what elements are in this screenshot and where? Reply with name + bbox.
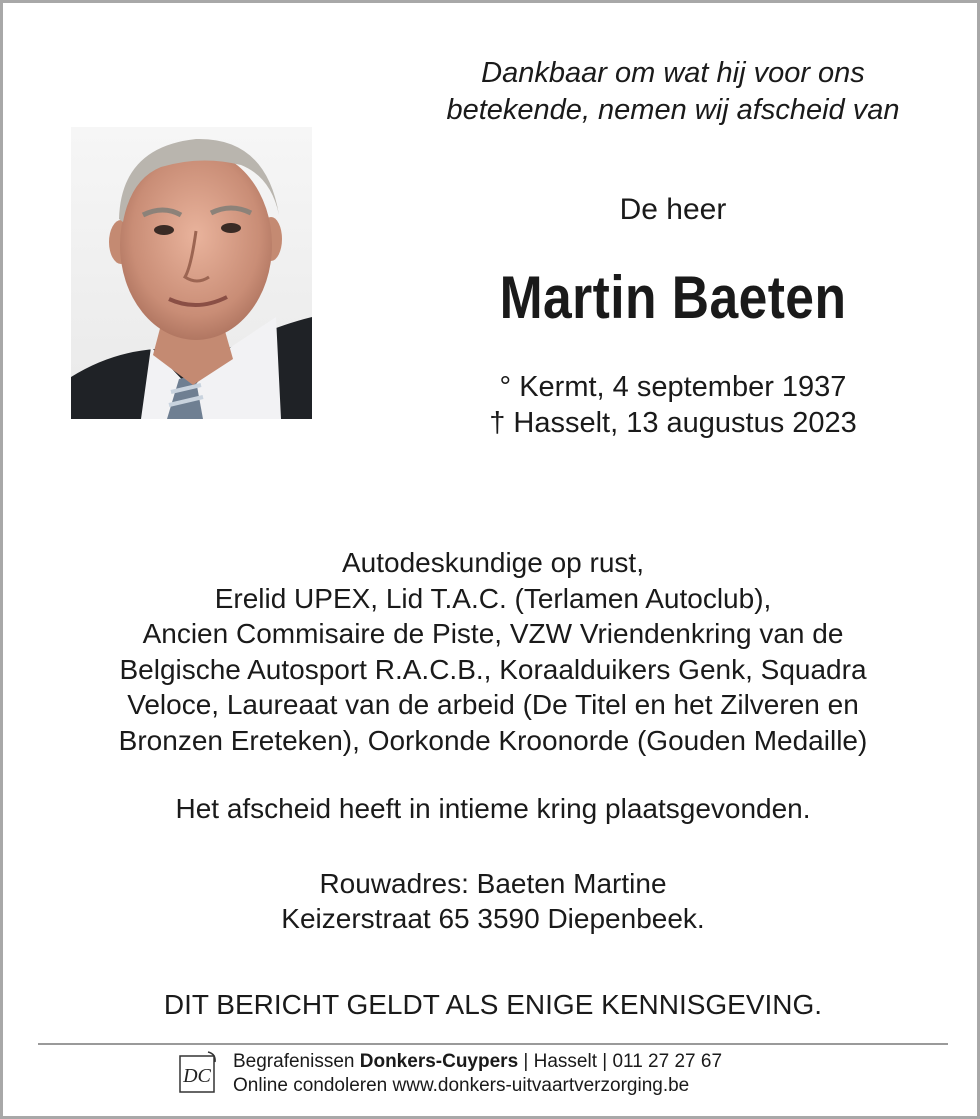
- logo-text: DC: [183, 1065, 211, 1087]
- bio-line: Veloce, Laureaat van de arbeid (De Titel en het Zilveren en: [127, 689, 859, 720]
- footer-online-link[interactable]: Online condoleren www.donkers-uitvaartverzorging.be: [233, 1075, 690, 1096]
- funeral-home-logo-icon: [178, 1050, 218, 1094]
- deceased-name: Martin Baeten: [499, 264, 847, 331]
- birth-date: ° Kermt, 4 september 1937: [499, 371, 847, 403]
- death-date: † Hasselt, 13 augustus 2023: [489, 407, 857, 439]
- footer-line-1: [233, 1050, 722, 1074]
- notice-text: DIT BERICHT GELDT ALS ENIGE KENNISGEVING.: [163, 989, 823, 1020]
- footer-contact: | Hasselt | 011 27 27 67: [518, 1051, 723, 1072]
- honorific: De heer: [619, 193, 727, 226]
- farewell-text: Het afscheid heeft in intieme kring plaatsgevonden.: [175, 793, 811, 824]
- company-name: Donkers-Cuypers: [359, 1051, 519, 1072]
- bio-line: Autodeskundige op rust,: [342, 547, 644, 578]
- bio-line: Bronzen Ereteken), Oorkonde Kroonorde (Gouden Medaille): [118, 724, 868, 756]
- intro-line-1: Dankbaar om wat hij voor ons: [481, 57, 865, 89]
- bio-line: Belgische Autosport R.A.C.B., Koraalduikers Genk, Squadra: [119, 653, 867, 685]
- footer-divider: [38, 1043, 948, 1045]
- intro-text: [413, 55, 933, 129]
- bio-line: Erelid UPEX, Lid T.A.C. (Terlamen Autoclub),: [214, 582, 772, 614]
- portrait-photo: [71, 127, 312, 419]
- biography: [43, 545, 943, 758]
- intro-line-2: betekende, nemen wij afscheid van: [446, 94, 900, 126]
- footer: [178, 1050, 878, 1100]
- mourning-address: [43, 866, 943, 936]
- life-dates: [413, 369, 933, 441]
- address-line-1: Rouwadres: Baeten Martine: [319, 868, 667, 899]
- bio-line: Ancien Commisaire de Piste, VZW Vriendenkring van de: [142, 618, 844, 649]
- footer-prefix: Begrafenissen: [233, 1051, 360, 1072]
- footer-text: [233, 1050, 722, 1098]
- address-line-2: Keizerstraat 65 3590 Diepenbeek.: [281, 903, 705, 934]
